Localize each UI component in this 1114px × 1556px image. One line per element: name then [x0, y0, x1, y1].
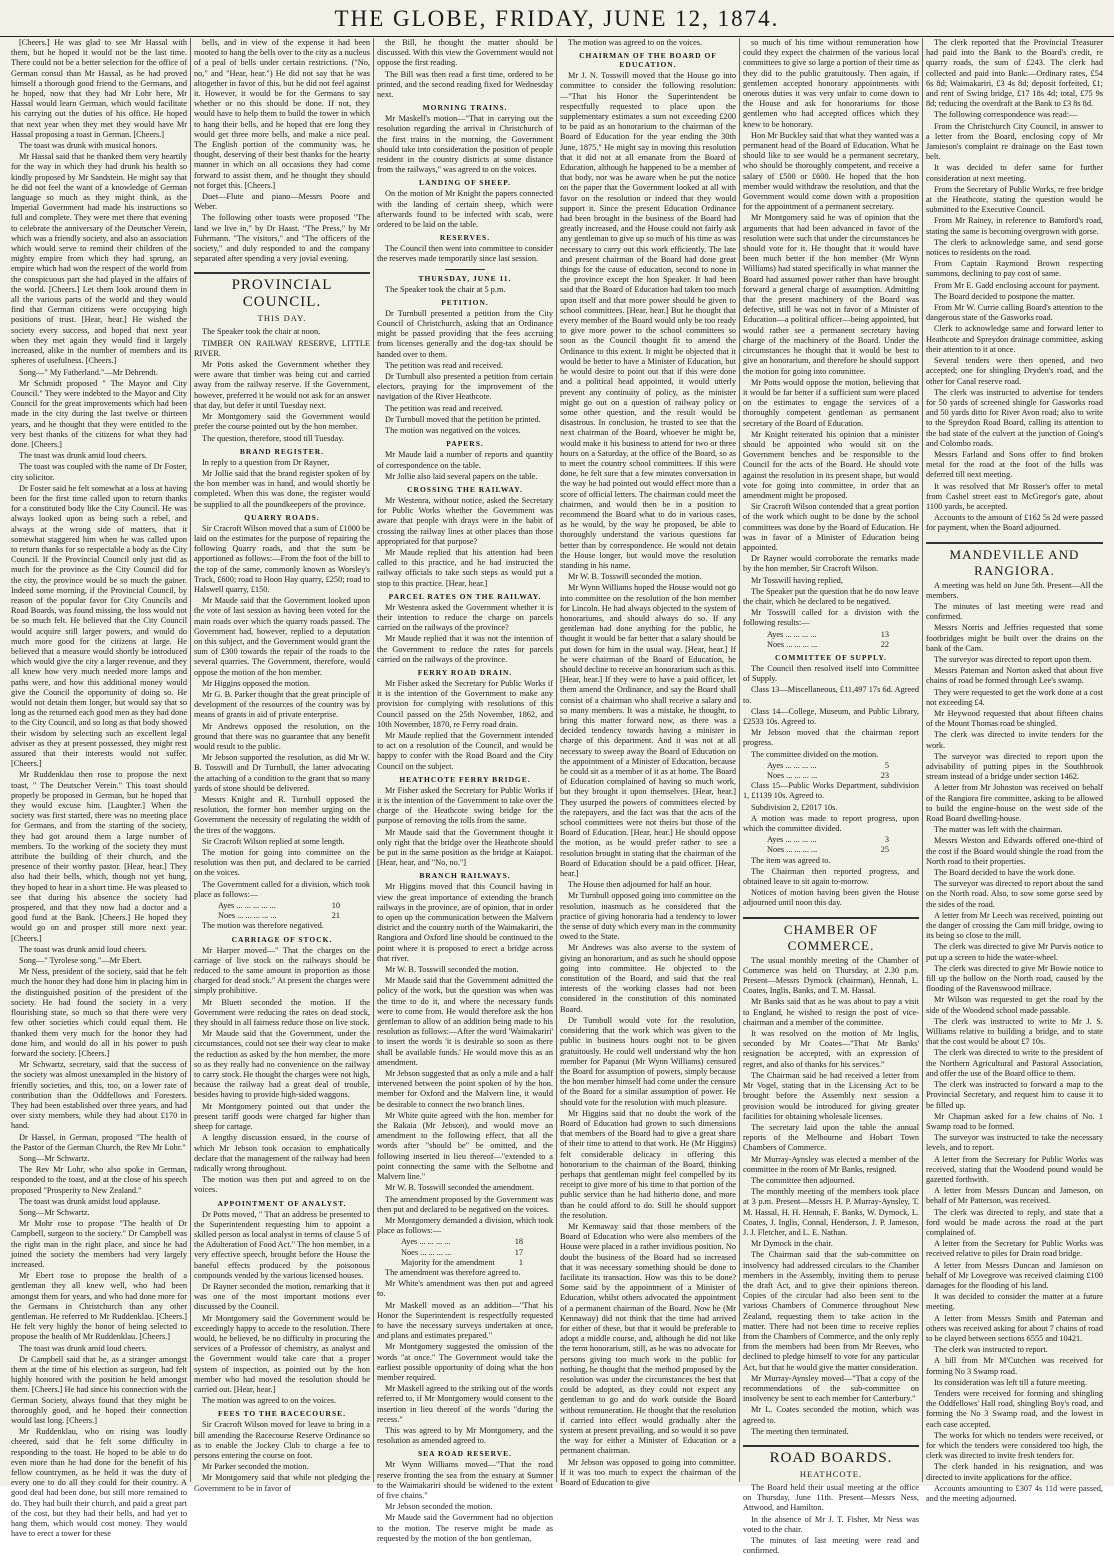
division-label: Noes ... ... ... ... [767, 771, 818, 781]
article-paragraph: The clerk was instructed to forward a map to the Provincial Secretary, and request him to cause it to be filled up. [926, 1080, 1103, 1110]
article-paragraph: Dr Hassel, in German, proposed "The health of the Pastor of the German Church, the Rev Mr Lohr." [11, 1132, 187, 1152]
section-heading: BRANCH RAILWAYS. [419, 871, 511, 881]
article-paragraph: TIMBER ON RAILWAY RESERVE, LITTLE RIVER. [194, 338, 370, 358]
article-paragraph: Mr Montgomery said the Government would prefer the course pointed out by the hon member. [194, 412, 370, 432]
article-paragraph: Mr Jollie also laid several papers on the table. [385, 471, 538, 481]
article-paragraph: Mr Ebert rose to propose the health of a gentleman they all knew well, who had been amongst them for years, and who had done more for the Germans in Christchurch than any other gentleman. He referred to Mr Ruddenklau. [Cheers.] He felt very highly the honor of being selected to propose the health of Mr Ruddenklau. [Cheers.] [11, 1271, 187, 1342]
article-paragraph: The surveyor was directed to report upon them. [934, 654, 1092, 664]
article-paragraph: In the absence of Mr J. T. Fisher, Mr Ness was voted to the chair. [743, 1514, 919, 1534]
article-paragraph: Song—Mr Schwartz. [19, 1153, 90, 1163]
article-paragraph: A letter from Messrs Duncan and Jameson, on behalf of Mr Patterson, was received. [926, 1186, 1103, 1206]
article-paragraph: Sir Cracroft Wilson moved that a sum of £1000 be laid on the estimates for the purpose of repairing the following Quarry roads, and that the sum be apportioned as follows:—From the foot of the bill to the top of the same, commonly known as Worsley's Track, £600; road to Hoon Hay quarry, £250; road to Halswell quarry, £150. [194, 523, 370, 594]
article-paragraph: The surveyor was directed to report upon the advisability of putting pipes in the Southbrook stream instead of a bridge under section 1462. [926, 751, 1103, 782]
article-paragraph: The Chairman said he had received a letter from Mr Vogel, stating that in the Licensing Act to be brought before the Assembly next session a provision would be introduced for giving greater facilities for obtaining wholesale licenses. [743, 1070, 919, 1121]
column-5 [740, 38, 923, 1556]
article-paragraph: The committee divided on the motion. [751, 749, 879, 759]
division-count: 22 [880, 639, 889, 649]
article-paragraph: Class 13—Miscellaneous, £11,497 17s 6d. Agreed to. [743, 685, 919, 705]
section-subtitle: HEATHCOTE. [799, 1469, 863, 1479]
article-paragraph: The House then adjourned for half an hour. [568, 880, 712, 890]
article-paragraph: Mr W. B. Tosswill seconded the motion. [385, 965, 519, 975]
division-count: 3 [884, 835, 889, 845]
division-table [194, 901, 370, 921]
article-paragraph: Mr Maude said that the Government looked upon the vote of last session as having been voted for the main roads over which the quarry roads passed. The Government had, however, replied to a deputation on this subject, and the Government would grant the sum of £300 towards the repair of the roads to the several quarries. The Government, therefore, would oppose the motion of the hon member. [194, 596, 370, 677]
article-paragraph: Mr Hassal said that he thanked them very heartily for the way in which they had drunk his health so kindly proposed by Mr Sandstein. He might say that he did not feel the want of a knowledge of German language so much as they might think, as the Imperial Government had made his instructions so full and complete. They were met there that evening to celebrate the anniversary of the Deutscher Verein, which was a friendly society, and also an association which would serve to remind their children of the mighty empire from which they had sprung, an empire which had won the respect of the world from the conspicuous part she had played in the affairs of the world. [Cheers.] Let them look around them in all the various parts of the world and they would find that German citizens were occupying high positions of trust. [Hear, hear.] He wished the society every success, and hoped that next year when they met again they would find it largely increased, alike in the number of members and its spheres of usefulness. [Cheers.] [11, 152, 187, 366]
article-paragraph: The Bill was then read a first time, ordered to be printed, and the second reading fixed for Wednesday next. [377, 69, 553, 100]
article-paragraph: Mr Bluett seconded the motion. If the Government were reducing the rates on dead stock, they should in all fairness reduce those on live stock. [194, 997, 370, 1028]
division-row [377, 1237, 553, 1247]
article-paragraph: Mr Andrews opposed the resolution, on the ground that there was no guarantee that any benefit would result to the public. [194, 721, 370, 751]
division-count: 18 [514, 1237, 523, 1247]
article-paragraph: Mr White quite agreed with the hon. member for the Rakaia (Mr Jebson), and would move an amendment to the following effect, that all the words after "should be" be omitted, and the following inserted in lieu thereof—"extended to a point connecting the same with the Selbotne and Malvern line." [377, 1110, 553, 1182]
division-row [377, 1258, 553, 1268]
article-paragraph: The item was agreed to. [751, 855, 831, 865]
article-paragraph: Mr Wynn Williams moved—"That the road reserve fronting the sea from the estuary at Sumner to the Waimakariri should be widened to the extent of five chains." [377, 1460, 553, 1500]
article-paragraph: Dr Potts moved, " That an address be presented to the Superintendent requesting him to appoint a skilled person as local analyst in terms of clause 5 of the Adulteration of Food Act." The hon member, in a very effective speech, brought before the House the baneful effects produced by the poisonous compounds vended by the various licensed houses. [194, 1209, 370, 1280]
article-paragraph: Dr Foster said he felt somewhat at a loss at having been for the first time called upon to return thanks for a constituted body like the City Council. He was always looked upon as being such a rebel, and always at the wrong side of matters, that it somewhat staggered him when he was called upon to return thanks for so respectable a body as the City Council. If the Provincial Council only just did as much for the province as the City Council did for the city, the province would be so much the gainer. Indeed some morning, if the Provincial Council, by reason of the popular favor for City Councils and Road Boards, was found missing, the loss would not be so much felt. He believed that the City Council would acquire still larger powers, and would do much more good for the citizens at large. He believed that a measure would shortly be introduced which would give the city a larger revenue, and they all knew how very much needed more lamps and paths were, and how this additional money would give the Council the opportunity of doing so. He would not detain them longer, but would say that so long as the returned each good men as they had done to the City Council, and so long as that body showed their wisdom by selecting such an excellent legal adviser as they at present possessed, they might rest assured that their interests would not suffer. [Cheers.] [11, 483, 187, 769]
article-paragraph: The minutes of last meeting were read and confirmed. [926, 601, 1103, 622]
division-count: 17 [514, 1247, 523, 1257]
article-paragraph: The amendment proposed by the Government was then put and declared to be negatived on the voices. [377, 1194, 553, 1214]
article-paragraph: Mr Wynn Williams hoped the House would not go into committee on the resolution of the hon member for Lincoln. He had always objected to the system of honorariums, and should always do so. If any gentleman had done anything for the public, he thought it would be far better that a salary should be put down for him in the usual way. [Hear, hear.] If he were chairman of the Board of Education, he should decline to receive an honorarium such as this. [Hear, hear.] If they were to have a paid officer, let them amend the Ordinance, and say the Board shall consist of a chairman who shall receive a salary and so many members. It was a mistake, he thought, to bring this matter forward now, as there was a decided tendency towards having a minister in charge of this department. And it was not at all necessary to sweep away the Board of Education on the appointment of a Minister of Education, because he could sit as a member of it as at home. The Board of Education complained of having so much work, but they brought it upon themselves. [Hear, hear.] They usurped the powers of committees elected by the ratepayers, and the fact was that the acts of the school committees were not theirs but those of the Board of Education. [Hear, hear.] He should oppose the motion, as he would prefer rather to see a resolution brought in stating that the chairman of the Board of Education should be a paid officer. [Hear, hear.] [560, 583, 736, 879]
article-paragraph: The Chairman then reported progress, and obtained leave to sit again to-morrow. [743, 866, 919, 887]
article-paragraph: The toast was drunk amid loud cheers. [19, 1343, 147, 1353]
article-paragraph: The amendment was therefore agreed to. [385, 1267, 521, 1277]
article-paragraph: Mr Maude replied that his attention had been called to this practice, and he had instructed the railway officials to take such steps as would put a stop to this practice. [Hear, hear.] [377, 547, 553, 588]
article-paragraph: Mr Jebson supported the resolution, as did Mr W. B. Tosswill and Dr Turnbull, the latter advocating the attaching of a condition to the grant that so many yards of stone should be delivered. [194, 753, 370, 793]
division-row [743, 761, 919, 771]
article-paragraph: The following other toasts were proposed "The land we live in," by Dr Haast. "The Press," by Mr Fuhrmann. "The visitors," and "The officers of the society," and duly responded to and the company separated after spending a very jovial evening. [194, 213, 370, 264]
article-paragraph: Mr Jollie said that the brand register spoken of by the hon member was in hand, and would shortly be completed. When this was done, the register would be supplied to all the poundkeepers of the province. [194, 468, 370, 509]
article-paragraph: Mr Higgins opposed the motion. [202, 678, 311, 688]
article-paragraph: Mr Westenra, without notice, asked the Secretary for Public Works whether the Government was aware that people with drays were in the habit of crossing the railway lines at other places than those appropriated for that purpose? [377, 495, 553, 546]
article-paragraph: Class 14—College, Museum, and Public Library, £2533 10s. Agreed to. [743, 706, 919, 726]
article-paragraph: They were requested to get the work done at a cost not exceeding £4. [926, 687, 1103, 707]
article-paragraph: Messrs Norris and Jeffries requested that some footbridges might be built over the drains on the bank of the Cam. [926, 623, 1103, 653]
article-paragraph: Its consideration was left till a future meeting. [934, 1377, 1087, 1387]
article-paragraph: The motion was therefore negatived. [202, 921, 324, 931]
section-heading: THURSDAY, JUNE 11. [418, 273, 512, 283]
divider [445, 269, 485, 270]
article-paragraph: Mr Maude said the Government had no objection to the motion. The reserve might be made as requested by the motion of the hon gentleman, [377, 1513, 553, 1543]
section-heading: PARCEL RATES ON THE RAILWAY. [388, 591, 542, 601]
division-count: 13 [880, 629, 889, 639]
article-paragraph: Song—" My Fatherland."—Mr Dehrendt. [19, 367, 158, 377]
article-paragraph: Dr Turnbull presented a petition from the City Council of Christchurch, asking that an Ordinance might be passed providing that the fees accruing from licenses generally and the dog-tax should be handed over to them. [377, 308, 553, 359]
article-paragraph: Mr Heywood requested that about fifteen chains of the Mount Thomas road be shingled. [926, 708, 1103, 729]
article-paragraph: Dr Turnbull moved that the petition be printed. [385, 414, 541, 424]
section-heading: PAPERS. [446, 439, 484, 449]
article-paragraph: Dr Rayner would corroborate the remarks made by the hon member, Sir Cracroft Wilson. [743, 554, 919, 574]
article-paragraph: Tenders were received for forming and shingling the Oddfellows' Hall road, shingling Boy's road, and forming the No 3 Swamp road, and the lowest in each case accepted. [926, 1388, 1103, 1429]
article-paragraph: It was decided to consider the matter at a future meeting. [926, 1292, 1103, 1312]
division-row [743, 771, 919, 781]
article-paragraph: The clerk handed in his resignation, and was directed to invite applications for the office. [926, 1462, 1103, 1482]
article-paragraph: A letter from the Secretary for Public Works was received, stating that the Woodend pound would be gazetted forthwith. [926, 1154, 1103, 1184]
article-paragraph: Mr Knight reiterated his opinion that a minister should be appointed who would sit on the Government benches and be responsible to the Council for the acts of the Board. He should vote against the resolution in its present shape, but would vote for going into committee, in order that an amendment might be proposed. [743, 429, 919, 500]
article-paragraph: The clerk was directed to write to the president of the Northern Agricultural and Pastoral Association, and offer the use of the Board office to them. [926, 1048, 1103, 1078]
article-paragraph: Mr Westenra asked the Government whether it is their intention to reduce the charge on parcels carried on the railways of the province? [377, 602, 553, 633]
article-paragraph: Mr W. B. Tosswill seconded the amendment. [385, 1183, 534, 1193]
columns [8, 38, 1108, 1556]
article-paragraph: The clerk was directed to invite tenders for the work. [926, 730, 1103, 750]
article-paragraph: In reply to a question from Dr Rayner, [202, 457, 330, 467]
article-paragraph: Mr W. B. Tosswill seconded the motion. [568, 572, 702, 582]
article-paragraph: On the motion of Mr Knight the papers connected with the landing of certain sheep, which were afterwards found to be infected with scab, were ordered to be laid on the table. [377, 189, 553, 230]
article-paragraph: Mr Chapman asked for a few chains of No. 1 Swamp road to be formed. [926, 1111, 1103, 1131]
article-paragraph: The clerk was directed to give Mr Purvis notice to put up a screen to hide the water-wheel. [926, 942, 1103, 962]
masthead [0, 2, 1114, 37]
column-4 [557, 38, 740, 1488]
article-paragraph: The motion was agreed to on the voices. [202, 1396, 337, 1406]
article-paragraph: A letter from the Secretary for Public Works was received relative to piles for Drain road bridge. [926, 1239, 1103, 1259]
article-paragraph: Mr Maude replied that the Government intended to act on a resolution of the Council, and would be happy to confer with the Road Board and the City Council on the subject. [377, 730, 553, 771]
article-paragraph: A letter from Mr Johnston was received on behalf of the Rangiora fire committee, asking to be allowed to build the engine-house on the west side of the Road Board dwelling-house. [926, 783, 1103, 824]
article-paragraph: [Cheers.] He was glad to see Mr Hassal with them, but he hoped it would not be the last time. There could not be a better selection for the office of German consul than Mr Hassal, as he had proved himself a thorough good friend to the Germans, and he hoped, now that they had Mr Lohr here, Mr Hassal would learn German, which would facilitate his carrying out the duties of his office. He hoped that next year when they met they would have Mr Hassal proposing a toast in German. [Cheers.] [11, 38, 187, 139]
article-paragraph: Messrs Farland and Sons offer to find broken metal for the road at the foot of the hills was deferred till next meeting. [926, 449, 1103, 480]
section-heading: CHAIRMAN OF THE BOARD OF EDUCATION. [579, 51, 717, 70]
article-paragraph: Mr Banks said that as he was about to pay a visit to England, he wished to resign the post of vice-chairman and a member of the committee. [743, 997, 919, 1027]
article-paragraph: Mr J. N. Tosswill moved that the House go into committee to consider the following resolution:—"That his Honor the Superintendent be respectfully requested to place upon the supplementary estimates a sum not exceeding £200 to be paid as an honorarium to the chairman of the Board of Education for the year ending the 30th June, 1875." He might say in moving this resolution that it did not at all emanate from the Board of Education, although he happened to be a member of that body, nor was he aware when he put the notice on the paper that the Government looked at all with favor on the resolution or indeed that they would support it. Since the present Education Ordinance had been brought in the business of the Board had greatly increased, and the House could not fairly ask any gentleman to give up so much of his time as was necessary to carry out this work efficiently. The late and present chairman of the Board had done great things for the cause of education, second to none in the province except the hon Speaker. It had been said that the Board of Education had taken too much upon itself and that more power should be given to school committees. [Hear, hear.] But he thought that every member of the Board would only be too ready to give more power to the school committees so soon as the Council thought fit to amend the Ordinance to this extent. It might be objected that it would be better to have a Minister of Education, but he would desire to point out that if this were done and a political head appointed, it would utterly prevent any continuity of policy, as the minister might go out on a question of railway policy or some other question, and the result would be disastrous. In conclusion, he trusted to see that the next chairman of the Board, whoever he might be, would make it his business to attend for two or three hours on a Saturday, at the office of the Board, so as to meet the country school committees. If this were done, he felt sure that a few minutes conversation in the way he had pointed out would effect more than a score of official letters. The chairman could meet the chairmen, and would then be in a position to recommend the Board what to do in various cases, as he would, by the way he proposed, be able to thoroughly understand the various questions far better than by correspondence. He would not detain the House longer, but would move the resolution standing in his name. [560, 71, 736, 570]
article-paragraph: Mr Potts asked the Government whether they were aware that timber was being cut and carried away from the railway reserve. If the Government, however, preferred it he would not ask for an answer that day, but defer it until Tuesday next. [194, 360, 370, 410]
article-paragraph: Mr Higgins moved that this Council having in view the great importance of extending the branch railways in the province, are of opinion, that in order to open up the communication between the Malvern district and the country north of the Waimakariri, the Rangiora and Oxford line should be continued to the point where it is proposed to erect a bridge across that river. [377, 882, 553, 963]
article-paragraph: The clerk to acknowledge same, and send gorse notices to residents on the road. [926, 237, 1103, 258]
section-title: ROAD BOARDS. [743, 1445, 919, 1467]
article-paragraph: so much of his time without remuneration how could they expect the chairmen of the various local committees to give so large a portion of their time as they did to the public gratuitously. Then again, if gentlemen accepted honorary appointments with onerous duties it was very unfair to come down to the House and ask for honorariums for those gentlemen who had accepted offices which they knew to be honorary. [743, 38, 919, 129]
division-table [743, 630, 919, 650]
article-paragraph: The clerk was directed to reply, and state that a ford would be made across the road at the part complained of. [926, 1207, 1103, 1237]
article-paragraph: The surveyor was directed to report about the sand on the North road. Also, to sow some gorse seed by the sides of the road. [926, 879, 1103, 909]
article-paragraph: Mr Harper moved—" That the charges on the carriage of live stock on the railways should be reduced to the same amount in proportion as those charged for dead stock." At present the charges were simply prohibitive. [194, 945, 370, 996]
division-count: 23 [880, 771, 889, 781]
article-paragraph: The Rev Mr Lohr, who also spoke in German, responded to the toast, and at the close of his speech proposed "Prosperity to New Zealand." [11, 1165, 187, 1195]
article-paragraph: Mr Schmidt proposed " The Mayor and City Council." They were indebted to the Mayor and City Council for the great improvements which had been made in the city during the last twelve or thirteen years, and he thought that they were entitled to the very best thanks of the citizens for what they had done. [Cheers.] [11, 378, 187, 449]
article-paragraph: The motion was then put and agreed to on the voices. [194, 1175, 370, 1195]
article-paragraph: Mr Montgomery said he was of opinion that the arguments that had been advanced in favor of the resolution were such that under the circumstances he should vote for it. He thought that it would have been much better if the hon member (Mr Wynn Williams) had stated specifically in what manner the Board had assumed power rather than have brought forward a general charge of assumption. Admitting that the present machinery of the Board was defective, still he was not in favor of a Minister of Education—a political officer—being appointed, but would rather see a permanent secretary having charge of the machinery of the Board. Under the circumstances he thought that it would be best to give an honorarium, and therefore he should support the motion for going into committee. [743, 213, 919, 376]
article-paragraph: Mr G. B. Parker thought that the great principle of development of the resources of the country was by means of grants in aid of private enterprise. [194, 689, 370, 720]
article-paragraph: The Board decided to postpone the matter. [934, 291, 1075, 301]
article-paragraph: Messrs Pateman and Norton asked that about five chains of road be formed through Lee's swamp. [926, 666, 1103, 686]
article-paragraph: Mr Montgomery said that while not pledging the Government to be in favor of [194, 1473, 370, 1493]
division-table [743, 761, 919, 781]
article-paragraph: Mr Kennaway said that those members of the Board of Education who were also members of the House were placed in a rather invidious position. No doubt the business of the Board had so increased that it was necessary something should be done to facilitate its transaction. How was this to be done? Some said by the appointment of a Minister of Education, whilst others advocated the appointment of a permanent chairman of the Board. Now he (Mr Kennaway) did not think that the time had arrived for either of these, but that it would be preferable to adopt a middle course, and, although he did not like the term honorarium, still, as he was no advocate for persons giving too much work to the public for nothing, he thought that the method proposed by the resolution was under the circumstances the best that could be adopted, as they could not expect any gentleman to go and do work outside the Board without remuneration. He thought that the resolution if carried into effect would gradually alter the system at present prevailing, and so would it so pave the way for either a Minister of Education or a permanent chairman. [560, 1221, 736, 1456]
article-paragraph: Song—Mr Schwartz. [19, 1207, 90, 1217]
article-paragraph: Mr Jebson moved that the chairman report progress. [743, 728, 919, 748]
article-paragraph: Mr Maskell's motion—"That in carrying out the resolution regarding the arrival in Christchurch of the first trains in the morning, the Government should take into consideration the position of people resident in the country districts at some distance from the railways," was agreed to on the voices. [377, 114, 553, 175]
article-paragraph: Dr Rayner seconded the motion, remarking that it was one of the most important motions ever discussed by the Council. [194, 1281, 370, 1312]
article-paragraph: It was decided to defer same for further consideration at next meeting. [926, 163, 1103, 183]
article-paragraph: From Mr Rainey, in reference to Bamford's road, stating the same is becoming overgrown with gorse. [926, 216, 1103, 236]
division-table [377, 1237, 553, 1268]
article-paragraph: From the Christchurch City Council, in answer to a letter from the Board, enclosing copy of Mr Jamieson's complaint re drainage on the East town belt. [926, 121, 1103, 162]
article-paragraph: Mr Potts would oppose the motion, believing that it would be far better if a sufficient sum were placed on the estimates to engage the services of a thoroughly competent gentleman as permanent secretary of the Board of Education. [743, 377, 919, 428]
article-paragraph: Mr Tosswill called for a division with the following results:— [743, 608, 919, 628]
article-paragraph: The Speaker put the question that he do now leave the chair, which he declared to be negatived. [743, 586, 919, 606]
article-paragraph: The Speaker took the chair at noon. [202, 327, 321, 337]
division-label: Ayes ... ... ... ... [767, 835, 817, 845]
article-paragraph: Accounts to the amount of £162 5s 2d were passed for payment, when the Board adjourned. [926, 513, 1103, 533]
division-label: Noes ... ... ... ... [767, 639, 818, 649]
article-paragraph: Notices of motion having been given the House adjourned until noon this day. [743, 888, 919, 908]
article-paragraph: Mr Higgins said that no doubt the work of the Board of Education had grown to such dimensions that members of the Board had to give a great share of their time to attend to that work. He (Mr Higgins) felt considerable delicacy in offering this honorarium to the chairman of the Board, thinking perhaps that gentleman might feel compelled by its receipt to give more of his time to that portion of the public service than he had hitherto done, and more than he could afford to do. Still he should support the resolution. [560, 1108, 736, 1220]
column-2 [191, 38, 374, 1493]
article-paragraph: The petition was read and received. [385, 360, 503, 370]
article-paragraph: The matter was left with the chairman. [934, 825, 1063, 835]
section-title: PROVINCIAL COUNCIL. [194, 272, 370, 311]
section-heading: BRAND REGISTER. [239, 446, 325, 456]
article-paragraph: It was resolved on the motion of Mr Inglis, seconded by Mr Coates—"That Mr Banks' resignation be accepted, with an expression of regret, and also of thanks for his services." [743, 1029, 919, 1069]
article-paragraph: The clerk was directed to give Mr Bowie notice to fill up the hollow on the North road, caused by the flooding of the Ravenswood millrace. [926, 963, 1103, 994]
article-paragraph: Several tenders were then opened, and two accepted; one for shingling Dryden's road, and the other for Canal reserve road. [926, 356, 1103, 386]
article-paragraph: Duet—Flute and piano—Messrs Poore and Weber. [194, 192, 370, 212]
article-paragraph: Dr Turnbull also presented a petition from certain electors, praying for the improvement of the navigation of the River Heathcote. [377, 372, 553, 402]
article-paragraph: Accounts amounting to £307 4s 11d were passed, and the meeting adjourned. [926, 1483, 1103, 1504]
division-row [194, 901, 370, 911]
article-paragraph: The works for which no tenders were received, or for which the tenders were considered too high, the clerk was directed to invite fresh tenders for. [926, 1430, 1103, 1461]
article-paragraph: From Mr W. Currie calling Board's attention to the dangerous state of the Gasworks road. [926, 303, 1103, 323]
division-count: 21 [331, 911, 340, 921]
article-paragraph: Hon Mr Buckley said that what they wanted was a permanent head of the Board of Education. What he should like to see would be a permanent secretary, who should be thoroughly competent, and receive a salary of £500 or £600. He hoped that the hon member would withdraw the resolution, and that the Government would come down with a proposition for the appointment of a permanent secretary. [743, 130, 919, 212]
section-title: MANDEVILLE AND RANGIORA. [926, 542, 1103, 579]
article-paragraph: This was agreed to by Mr Montgomery, and the resolution as amended agreed to. [377, 1425, 553, 1446]
article-paragraph: The committee then adjourned. [751, 1175, 855, 1185]
article-paragraph: Mr Maude laid a number of reports and quantity of correspondence on the table. [377, 450, 553, 470]
article-paragraph: Mr Dymock in the chair. [751, 1239, 833, 1249]
section-heading: FEES TO THE RACECOURSE. [217, 1409, 347, 1419]
article-paragraph: The toast was drunk amid loud cheers. [19, 451, 147, 461]
article-paragraph: Mr Maude said that the Government thought it only right that the bridge over the Heathcote should be put in the same position as the bridge at Kaiapoi. [Hear, hear, and "No, no."] [377, 827, 553, 868]
section-heading: MORNING TRAINS. [422, 103, 508, 113]
article-paragraph: Mr Montgomery said the Government would be exceedingly happy to accede to the resolution. There would, he believed, be no difficulty in procuring the services of a Professor of chemistry, as analyst and the Government would take care that a proper system of inspection, as pointed out by the hon member who had moved the resolution should be carried out. [Hear, hear.] [194, 1313, 370, 1394]
article-paragraph: The clerk was instructed to write to Mr J. S. Williams relative to building a bridge, and to state that the cost would be about £7 10s. [926, 1016, 1103, 1047]
article-paragraph: A lengthy discussion ensued, in the course of which Mr Jebson took occasion to emphatically declare that the management of the railway had been radically wrong throughout. [194, 1133, 370, 1173]
article-paragraph: The toast was coupled with the name of Dr Foster, city solicitor. [11, 462, 187, 482]
article-paragraph: Sir Cracroft Wilson replied at some length. [202, 836, 345, 846]
article-paragraph: Mr Montgomery suggested the omission of the words "at once." The Government would take the earliest possible opportunity of doing what the hon member required. [377, 1342, 553, 1382]
article-paragraph: Messrs Knight and R. Turnbull opposed the resolution, the former hon member urging on the Government the necessity of regulating the width of the tires of the waggons. [194, 795, 370, 835]
column-3 [374, 38, 557, 1543]
section-heading: RESERVES. [439, 233, 491, 243]
article-paragraph: From Captain Raymond Brown respecting summons, declining to pay cost of same. [926, 259, 1103, 279]
division-row [743, 630, 919, 640]
division-count: 1 [518, 1257, 523, 1267]
article-paragraph: bells, and in view of the expense it had been mooted to hang the bells over to the city as a nucleus of a peal of bells under certain restrictions. ("No, no," and "Hear, hear.") He did not say that he was altogether in favor of this, but he did not feel against it. However, it would be for the Germans to say whether or no this should be done. If not, they would have to help them to build the tower in which to hang their bells, and he hoped that ere long they would get three more bells, and make a nice peal. The English portion of the community was, he thought, deserving of their best thanks for the hearty manner in which on all occasions they had come forward to assist them, and he thought they should not forget this. [Cheers.] [194, 38, 370, 190]
division-label: Ayes ... ... ... ... [401, 1237, 451, 1247]
article-paragraph: Song—" Tyrolese song."—Mr Ebert. [19, 956, 142, 966]
division-label: Ayes ... ... ... ... [767, 760, 817, 770]
section-heading: CROSSING THE RAILWAY. [407, 484, 523, 494]
article-paragraph: The secretary laid upon the table the annual reports of the Melbourne and Hobart Town Chambers of Commerce. [743, 1122, 919, 1153]
division-label: Noes ... ... ... ... [767, 845, 818, 855]
division-row [743, 640, 919, 650]
article-paragraph: The clerk reported that the Provincial Treasurer had paid into the Bank to the Board's credit, re quarry roads, the sum of £243. The clerk had collected and paid into Bank:—Ordinary rates, £54 6s 8d; Waimakariri, £3 4s 8d; deposit forfeited, £1; and rent of Swing bridge, £17 18s 4d; total, £75 9s 8d; reducing the overdraft at the Bank to £3 8s 8d. [926, 38, 1103, 109]
section-heading: HEATHCOTE FERRY BRIDGE. [399, 774, 531, 784]
article-paragraph: Mr Maude said that the Government admitted the policy of the work, but the question was when was the time to do it, and where the necessary funds were to come from. He would therefore ask the hon gentleman to allow of an addition being made to his resolution as follows:—After the word 'Waimakariri' to insert the words 'it is desirable so soon as there shall be available funds.' He would move this as an amendment. [377, 976, 553, 1067]
article-paragraph: Class 15—Public Works Department, subdivision 1, £1139 10s. Agreed to. [743, 781, 919, 801]
article-paragraph: The Speaker took the chair at 5 p.m. [385, 284, 506, 294]
column-1 [8, 38, 191, 1539]
division-row [377, 1248, 553, 1258]
division-label: Noes ... ... ... ... [401, 1247, 452, 1257]
article-paragraph: Messrs Weston and Edwards offered one-third of the cost if the Board would shingle the road from the North road to their properties. [926, 836, 1103, 866]
article-paragraph: The Board decided to have the work done. [934, 868, 1075, 878]
article-paragraph: The Chairman said that the sub-committee on insolvency had addressed circulars to the Chamber members in the Assembly, inviting them to peruse the draft Act, and to give their opinions thereon. Copies of the circular had also been sent to the various Chambers of Commerce throughout New Zealand, requesting them to take action in the matter. There had not been time to receive replies from the Chambers of Commerce, and the only reply from the members had been from Mr Reeves, who declined to pledge himself to vote for any particular Act, but that he would give the matter consideration. [743, 1250, 919, 1372]
division-count: 10 [331, 901, 340, 911]
section-subtitle: THIS DAY. [257, 313, 307, 324]
article-paragraph: The motion was agreed to on the voices. [568, 38, 703, 47]
article-paragraph: Mr Maskell agreed to the striking out of the words referred to, if Mr Montgomery would consent to the insertion in lieu thereof of the words "during the recess." [377, 1384, 553, 1424]
article-paragraph: A meeting was held on June 5th. Present—All the members. [926, 580, 1103, 600]
article-paragraph: Mr Maude replied that it was not the intention of the Government to reduce the rates for parcels carried on the railways of the province. [377, 634, 553, 664]
article-paragraph: Mr Montgomery demanded a division, which took place as follows:— [377, 1215, 553, 1236]
article-paragraph: Mr Turnbull opposed going into committee on the resolution, inasmuch as he considered that the practice of giving honoraria had a tendency to lower the sense of duty which every man in the community owed to the State. [560, 891, 736, 942]
article-paragraph: A motion was made to report progress, upon which the committee divided. [743, 813, 919, 834]
article-paragraph: The clerk was instructed to report. [934, 1345, 1048, 1355]
article-paragraph: Sir Cracroft Wilson contended that a great portion of the work which ought to be done by the school committees was done by the Board of Education. He was in favor of a Minister of Education being appointed. [743, 502, 919, 552]
article-paragraph: A letter from Mr Leech was received, pointing out the danger of crossing the Cam mill bridge, owing to its being so close to the mill. [926, 910, 1103, 941]
article-paragraph: Mr Fisher asked the Secretary for Public Works if it is the intention of the Government to take over the charge of the Heathcote swing bridge for the purpose of removing the tolls from the same. [377, 785, 553, 826]
article-paragraph: Dr Campbell said that he, as a stranger amongst them at the time of his election as surgeon, had felt highly honored with the position he held amongst them. [Cheers.] He had since his connection with the German Society, always found that they might be thoroughly good, and he hoped their connection would last long. [Cheers.] [11, 1354, 187, 1426]
article-paragraph: Sir Cracroft Wilson moved for leave to bring in a bill amending the Racecourse Reserve Ordinance so as to enable the Jockey Club to charge a fee to persons entering the course on foot. [194, 1420, 370, 1460]
article-paragraph: Mr Ness, president of the society, said that he felt much the honor they had done him in placing him in the distinguished position of the president of the society. He had found the society in a very flourishing state, so much so that there were very few other societies which could equal them. He thanked them very much for the honor they had done him, and would do all in his power to push forward the society. [Cheers.] [11, 967, 187, 1058]
division-row [743, 835, 919, 845]
section-heading: CARRIAGE OF STOCK. [231, 934, 333, 944]
article-paragraph: Mr Parker seconded the motion. [202, 1462, 309, 1472]
article-paragraph: Mr Maskell moved as an addition—"That his Honor the Superintendent is respectfully requested to have the necessary surveys undertaken at once, and plans and estimates prepared." [377, 1300, 553, 1341]
article-paragraph: Mr Wilson was requested to get the road by the side of the Woodend school made passable. [926, 995, 1103, 1015]
article-paragraph: Mr L. Coates seconded the motion, which was agreed to. [743, 1405, 919, 1425]
article-paragraph: The clerk was instructed to advertise for tenders for 50 yards of screened shingle for Gasworks road and 50 yards ditto for River Avon road; also to write to the Spreydon Road Board, calling its attention to the bad state of the culvert at the junction of Going's and Colombo roads. [926, 387, 1103, 448]
article-paragraph: The Government called for a division, which took place as follows:— [194, 879, 370, 899]
section-heading: SEA ROAD RESERVE. [417, 1449, 513, 1459]
division-row [743, 845, 919, 855]
article-paragraph: Mr Jebson suggested that as only a mile and a half intervened between the point spoken of by the hon. member for Oxford and the Malvern line, it would be desirable to connect the two branch lines. [377, 1069, 553, 1109]
article-paragraph: The question, therefore, stood till Tuesday. [202, 433, 344, 443]
division-count: 5 [884, 760, 889, 770]
division-label: Ayes ... ... ... ... ... [218, 901, 276, 911]
article-paragraph: From Mr E. Gadd enclosing account for payment. [934, 280, 1100, 290]
article-paragraph: It was resolved that Mr Rosser's offer to metal from Cashel street east to McGregor's gate, about 1100 yards, be accepted. [926, 481, 1103, 511]
article-paragraph: The usual monthly meeting of the Chamber of Commerce was held on Thursday, at 2.30 p.m. Present—Messrs Dymock (chairman), Hennah, L. Coates, Inglis, Banks, and T. M. Hassal. [743, 955, 919, 996]
article-paragraph: The surveyor was instructed to take the necessary levels, and to report. [926, 1133, 1103, 1153]
article-paragraph: The following correspondence was read:— [934, 110, 1078, 120]
article-paragraph: The toast was drunk amid loud cheers. [19, 944, 147, 954]
section-heading: QUARRY ROADS. [244, 512, 320, 522]
article-paragraph: The toast was drunk amidst loud applause. [19, 1196, 161, 1206]
division-label: Ayes ... ... ... ... [767, 629, 817, 639]
division-label: Noes ... ... ... ... ... [218, 911, 277, 921]
article-paragraph: Mr Murray-Aynsley moved—"That a copy of the recommendations of the sub-committee on insolvency be sent to each member for Canterbury." [743, 1373, 919, 1404]
article-paragraph: Mr Murray-Aynsley was elected a member of the committee in the room of Mr Banks, resigned. [743, 1154, 919, 1174]
article-paragraph: Mr Ruddenklau, who on rising was loudly cheered, said that he felt some difficulty in responding to the toast. He hoped to be able to do even more than he had done for the benefit of his fellow countrymen, as he held it was the duty of every one to do all they could for their country. A good deal had been done, but still more remained to do. They had built their church, and paid a great part of the cost, but they had their bells, and had yet to hang them, which would cost money. They would have to erect a tower for these [11, 1427, 187, 1539]
article-paragraph: The meeting then terminated. [751, 1426, 849, 1436]
article-paragraph: A letter from Messrs Smith and Pateman and others was received asking for about 7 chains of road to be clayed between sections 6555 and 10421. [926, 1313, 1103, 1343]
column-6 [923, 38, 1106, 1504]
division-table [743, 835, 919, 855]
article-paragraph: Mr Ruddenklau then rose to propose the next toast, " The Deutscher Verein." This toast should properly be proposed in German, but he hoped that they would excuse him. [Laughter.] When the society was first started, there was no meeting place for Germans, and from the starting of the society, they had got around them a large number of members. To the working of the society they must attribute the building of their church, and the presence of their worthy pastor. [Hear, hear.] They also had their bells, which, though not yet hung, they hoped to hear in a short time. He was pleased to see that during his absence the society had prospered, and that they now had a doctor and a good fund at the Bank. [Cheers.] He hoped they would go on and prosper still more next year. [Cheers.] [11, 770, 187, 943]
article-paragraph: The Council then went into committee to consider the reserves made temporarily since last session. [377, 244, 553, 264]
article-paragraph: The motion was negatived on the voices. [385, 426, 521, 436]
section-heading: FERRY ROAD DRAIN. [417, 667, 513, 677]
article-paragraph: A bill from Mr M'Cutchen was received for forming No 3 Swamp road. [926, 1356, 1103, 1376]
section-heading: APPOINTMENT OF ANALYST. [217, 1198, 347, 1208]
section-heading: COMMITTEE OF SUPPLY. [775, 652, 887, 662]
article-paragraph: Mr White's amendment was then put and agreed to. [377, 1279, 553, 1299]
article-paragraph: the Bill, he thought the matter should be discussed. With this view the Government would not oppose the first reading. [377, 38, 553, 68]
section-heading: LANDING OF SHEEP. [418, 178, 512, 188]
article-paragraph: Mr Schwartz, secretary, said that the success of the society was almost unexampled in the history of friendly societies, and this, too, on a lower rate of contribution than the Oddfellows and Foresters. They had been established over three years, and had over sixty members, while they had about £170 in hand. [11, 1060, 187, 1131]
article-paragraph: The toast was drunk with musical honors. [19, 141, 158, 151]
article-paragraph: The minutes of last meeting were read and confirmed. [743, 1536, 919, 1556]
article-paragraph: The Board held their usual meeting at the office on Thursday, June 11th. Present—Messrs Ness, Attwood, and Hamilton. [743, 1483, 919, 1513]
article-paragraph: Mr Tosswill having replied, [751, 575, 843, 585]
article-paragraph: Mr Maude said that the Government, under the circumstances, could not see their way clear to make the reduction as asked by the hon member, the more so as they really had no convenience on the railway to carry stock. He thought the charges were not high, because the railway had a great deal of trouble, besides having to provide high-sided waggons. [194, 1029, 370, 1100]
article-paragraph: Mr Fisher asked the Secretary for Public Works if it is the intention of the Government to make any provision for complying with resolutions of this Council passed on the 25th November, 1862, and 10th November, 1870, re Ferry road drain. [377, 678, 553, 729]
article-paragraph: Mr Jebson was opposed to going into committee. If it was too much to expect the chairman of the Board of Education to give [560, 1457, 736, 1488]
article-paragraph: Dr Turnbull would vote for the resolution, considering that the work which was given to the public in business hours ought not to be given gratuitously. He could well understand why the hon member for Papanui (Mr Wynn Williams) censured the Board for assumption of powers, simply because the hon member himself had come under the censure of the Board for a similar assumption of power. He should vote for the resolution with much pleasure. [560, 1015, 736, 1107]
article-paragraph: The monthly meeting of the members took place at 3 p.m. Present—Messrs H. P. Murray-Aynsley, T. M. Hassal, H. H. Hennah, F. Banks, W. Dymock, L. Coates, J. Inglis, Connal, Henderson, J. P. Jameson, J. J. Fletcher, and L. E. Nathan. [743, 1187, 919, 1237]
article-paragraph: Mr Mohr rose to propose "The health of Dr Campbell, surgeon to the society." Dr Campbell was the right man in the right place, and since he had joined the society the members had very largely increased. [11, 1219, 187, 1269]
article-paragraph: Mr Andrews was also averse to the system of giving an honorarium, and as such he should oppose going into committee. He objected to the constitution of the Board, and said that the real interests of the working classes had not been considered in the constitution of this nominated Board. [560, 943, 736, 1014]
article-paragraph: Mr Montgomery pointed out that under the present tariff goods were charged far higher than sheep for cartage. [194, 1101, 370, 1132]
article-paragraph: From the Secretary of Public Works, re free bridge at the Heathcote, stating the question would be submitted to the Executive Council. [926, 184, 1103, 215]
division-row [194, 911, 370, 921]
division-count: 25 [880, 845, 889, 855]
article-paragraph: Subdivision 2, £2017 10s. [751, 802, 838, 812]
article-paragraph: The Council then resolved itself into Committee of Supply. [743, 663, 919, 684]
section-title: CHAMBER OF COMMERCE. [743, 917, 919, 954]
section-heading: PETITION. [441, 297, 489, 307]
article-paragraph: The petition was read and received. [385, 403, 503, 413]
article-paragraph: Mr Jebson seconded the motion. [385, 1502, 493, 1512]
article-paragraph: The motion for going into committee on the resolution was then put, and declared to be carried on the voices. [194, 848, 370, 878]
masthead-title: THE GLOBE, FRIDAY, JUNE 12, 1874. [334, 6, 780, 31]
division-label: Majority for the amendment [401, 1257, 495, 1267]
article-paragraph: A letter from Messrs Duncan and Jamieson on behalf of Mr Lovegrove was received claiming £100 damages for the flooding of his land. [926, 1260, 1103, 1290]
article-paragraph: Clerk to acknowledge same and forward letter to Heathcote and Spreydon drainage committee, asking their attention to it at once. [926, 324, 1103, 354]
